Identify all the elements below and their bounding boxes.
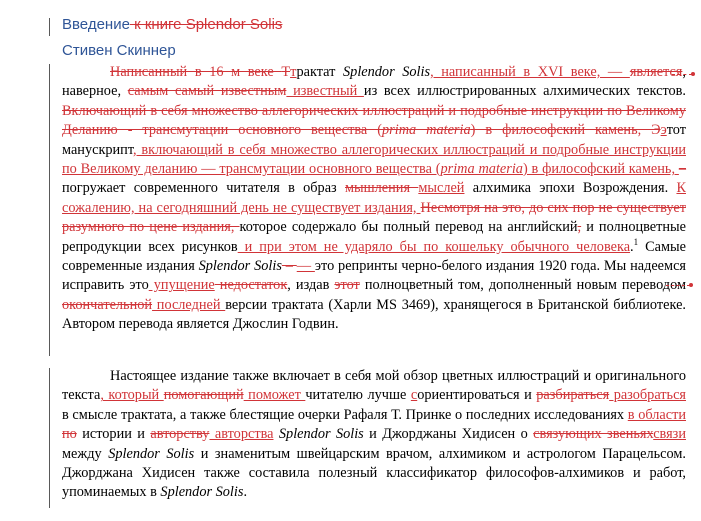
rev-deleted: – <box>678 161 686 178</box>
rev-inserted: упущение <box>148 277 215 294</box>
rev-deleted: этот <box>334 277 360 294</box>
rev-inserted: последней <box>152 296 226 313</box>
document-author: Стивен Скиннер <box>62 42 176 59</box>
text: в смысле трактата, а также блестящие очерки Рафаля Т. Принке о последних исследованиях <box>62 406 628 423</box>
rev-inserted: в области <box>627 406 686 423</box>
rev-deleted: ) в философский камень, Э <box>470 122 661 139</box>
paragraph-2 <box>62 367 686 503</box>
title-text: Введение <box>62 16 130 33</box>
rev-inserted: э <box>660 122 667 139</box>
italic-text: Splendor Solis <box>198 258 282 275</box>
text: тот манускрипт <box>62 122 686 158</box>
rev-inserted: известный <box>286 83 364 100</box>
rev-deleted: самым самый известным <box>127 83 287 100</box>
text: версии трактата (Харли MS 3469), хранящегося в Британской библиотеке. Автором перевода является Джослин Годвин. <box>62 296 686 333</box>
rev-deleted: Включающий в себя множество аллегорических иллюстраций и подробные инструкции по Великому Деланию - трансмутации основного вещества ( <box>62 102 686 139</box>
rev-deleted: мышления <box>345 180 419 197</box>
change-bar-paragraph-2 <box>49 368 50 508</box>
text: ориентироваться и <box>417 387 537 404</box>
italic-text: Splendor Solis <box>108 445 195 462</box>
text: полноцветный том, дополненный новым переводом <box>359 277 687 294</box>
italic-text: Splendor Solis <box>160 484 244 501</box>
rev-deleted: недостаток <box>214 277 288 294</box>
italic-text: Splendor Solis <box>343 64 431 80</box>
rev-inserted: с <box>410 387 418 404</box>
rev-deleted: окончательной <box>62 296 153 313</box>
rev-inserted: , который <box>100 387 164 404</box>
rev-deleted: авторству <box>150 426 210 443</box>
rev-deleted: помогающий <box>163 387 244 404</box>
text: между <box>62 445 109 462</box>
text: рактат <box>296 64 344 80</box>
rev-inserted: prima materia <box>440 161 523 178</box>
rev-deleted: , <box>577 219 582 236</box>
text: . <box>630 238 634 255</box>
rev-inserted: и при этом не ударяло бы по кошельку обычного человека <box>237 238 631 255</box>
rev-inserted: поможет <box>243 387 306 404</box>
rev-inserted: , написанный в XVI веке, — <box>430 64 630 80</box>
revision-connector-line <box>666 285 690 286</box>
text: , наверное, <box>62 64 686 100</box>
document-title <box>62 16 282 33</box>
rev-deleted: связующих звеньях <box>533 426 654 443</box>
rev-deleted: по <box>62 426 77 443</box>
rev-inserted: ) в философский камень, <box>522 161 679 178</box>
text: и полноцветные репродукции всех рисунков <box>62 219 686 255</box>
rev-deleted: – <box>281 258 297 275</box>
italic-text: Splendor Solis <box>278 426 364 443</box>
rev-deleted: Т <box>281 64 291 80</box>
text: и Джорджаны Хидисен о <box>363 426 534 443</box>
rev-inserted: К сожалению, на сегодняшний день не существует издания, <box>62 180 686 216</box>
rev-deleted: prima materia <box>382 122 471 139</box>
text: читателю лучше <box>305 387 411 404</box>
paragraph-1 <box>62 63 686 335</box>
footnote-ref[interactable]: 1 <box>633 236 639 247</box>
text: погружает современного читателя в образ <box>62 180 345 197</box>
text: из всех иллюстрированных алхимических текстов. <box>363 83 686 100</box>
rev-inserted: мыслей <box>418 180 465 197</box>
change-bar-paragraph-1 <box>49 64 50 356</box>
rev-inserted: , включающий в себя множество аллегорических иллюстраций и подробные инструкции по Великому деланию — трансмутации основного вещества ( <box>62 141 686 178</box>
revision-connector-dot <box>689 283 693 287</box>
text: которое содержало бы полный перевод на английский <box>239 219 578 236</box>
change-bar-title <box>49 18 50 36</box>
text: истории и <box>76 426 151 443</box>
text: , издав <box>287 277 335 294</box>
text: . <box>243 484 248 501</box>
text: Настоящее издание также включает в себя мой обзор цветных иллюстраций и оригинального текста <box>62 368 686 404</box>
text: это репринты черно-белого издания 1920 года. Мы надеемся исправить это <box>62 258 686 294</box>
text: Самые современные издания <box>62 238 686 275</box>
title-deleted-text: к книге Splendor Solis <box>129 16 283 33</box>
rev-inserted: т <box>290 64 297 80</box>
rev-deleted: является <box>629 64 683 80</box>
revision-connector-line <box>672 74 692 75</box>
rev-deleted: разбираться <box>536 387 610 404</box>
rev-deleted: Написанный в 16 м веке <box>110 64 282 80</box>
rev-deleted: Несмотря на это, до сих пор не существует разумного по цене издания, <box>62 199 686 236</box>
rev-inserted: связи <box>653 426 686 443</box>
revision-connector-dot <box>691 72 695 76</box>
rev-inserted: — <box>296 258 315 275</box>
text: и знаменитым швейцарским врачом, алхимиком и астрологом Парацельсом. Джорджана Хидисен также составила полезный классификатор философов-алхимиков и работ, упоминаемых в <box>62 445 686 501</box>
text: алхимика эпохи Возрождения. <box>464 180 677 197</box>
rev-inserted: авторства <box>209 426 274 443</box>
rev-inserted: разобраться <box>609 387 686 404</box>
